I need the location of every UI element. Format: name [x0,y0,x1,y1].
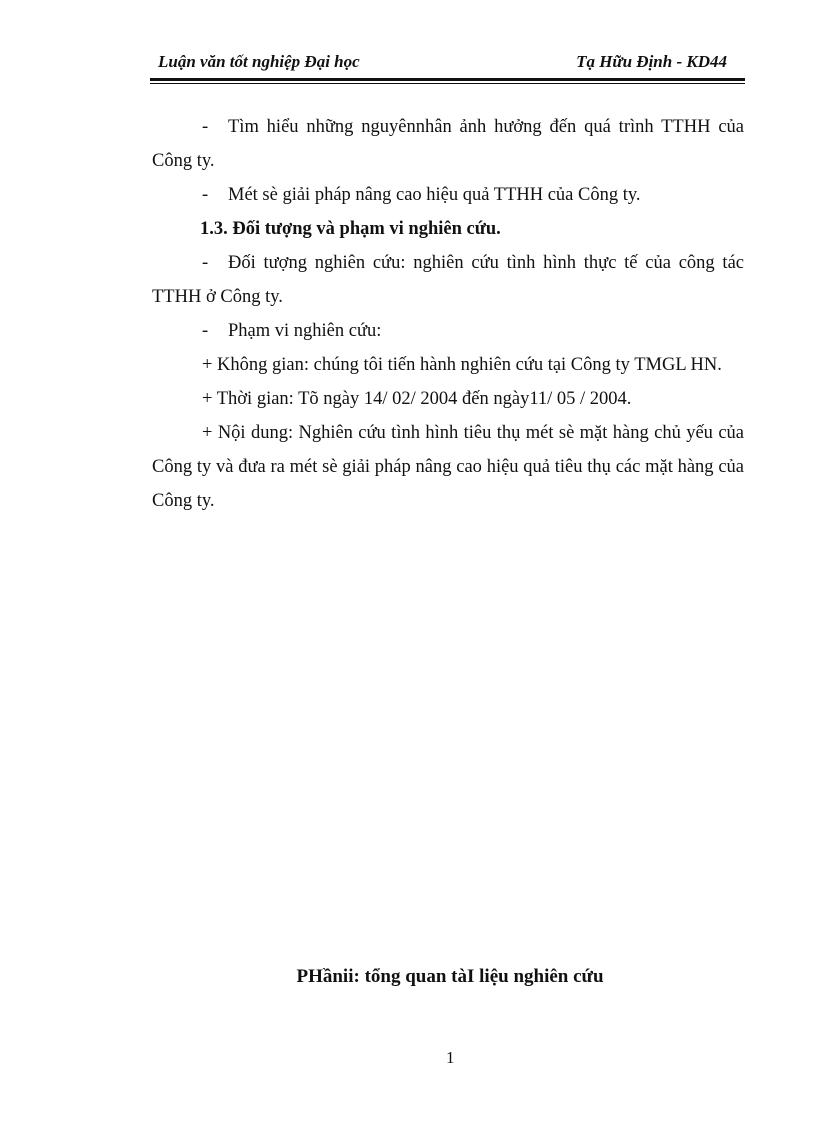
document-body [152,110,744,518]
scope-space: + Không gian: chúng tôi tiến hành nghiên cứu tại Công ty TMGL HN. [202,355,722,375]
bullet-dash: - [202,185,209,205]
bullet-text: Tìm hiểu những nguyênnhân ảnh hưởng đến quá trình TTHH của Công ty. [152,117,744,171]
section-heading: 1.3. Đối tượng và phạm vi nghiên cứu. [200,219,501,239]
bullet-text: Đối tượng nghiên cứu: nghiên cứu tình hình thực tế của công tác TTHH ở Công ty. [152,253,744,307]
bullet-research-scope [152,314,744,348]
scope-content: + Nội dung: Nghiên cứu tình hình tiêu thụ mét sè mặt hàng chủ yếu của Công ty và đưa ra mét sè giải pháp nâng cao hiệu quả tiêu thụ các mặt hàng của Công ty. [152,423,744,511]
bullet-text: Phạm vi nghiên cứu: [228,321,382,341]
header-author: Tạ Hữu Định - KD44 [576,52,727,71]
page-header [150,50,745,78]
bullet-dash: - [202,253,209,273]
bullet-causes [152,110,744,178]
scope-time: + Thời gian: Tõ ngày 14/ 02/ 2004 đến ngày11/ 05 / 2004. [202,389,632,409]
header-rule-thin [150,83,745,84]
bullet-text: Mét sè giải pháp nâng cao hiệu quả TTHH của Công ty. [228,185,641,205]
bullet-research-object [152,246,744,314]
page-number: 1 [446,1048,455,1067]
part-title: PHầnii: tổng quan tàI liệu nghiên cứu [296,966,604,987]
bullet-solutions [152,178,744,212]
header-rule-thick [150,78,745,81]
header-thesis-title: Luận văn tốt nghiệp Đại học [158,52,360,71]
bullet-dash: - [202,117,209,137]
bullet-dash: - [202,321,209,341]
